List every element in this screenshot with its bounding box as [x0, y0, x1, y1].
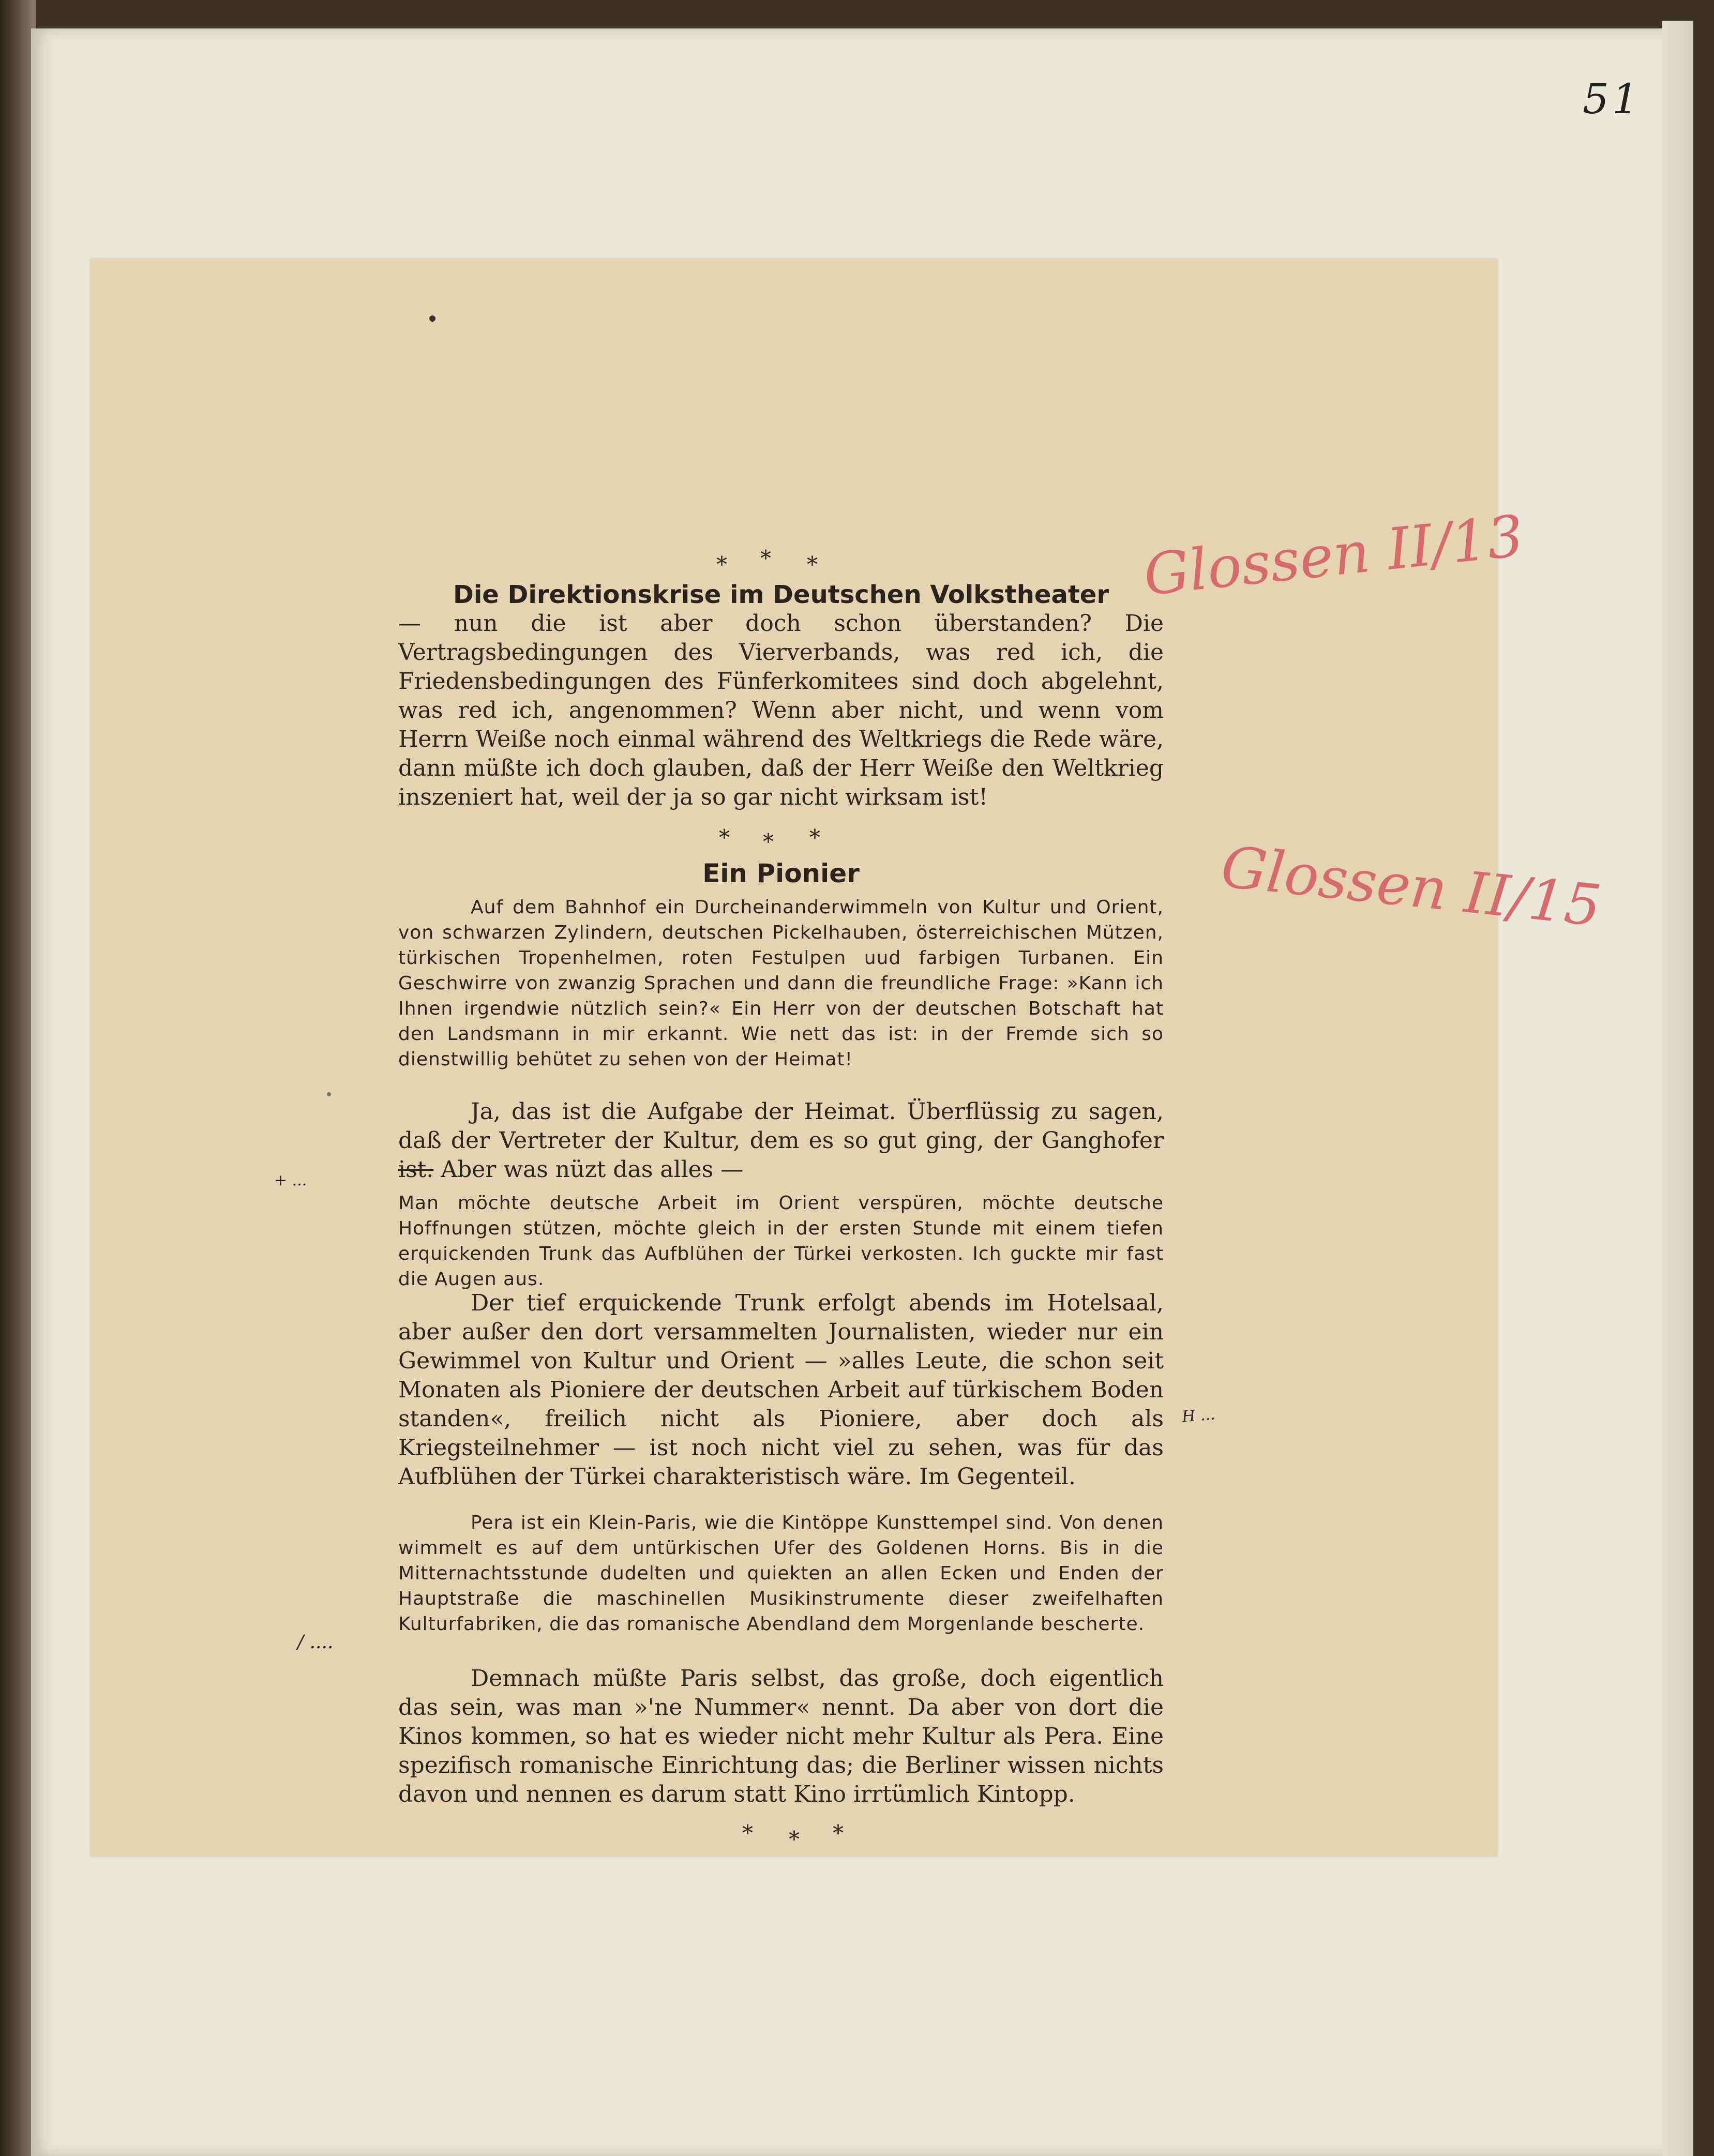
star: *	[719, 825, 730, 850]
separator-stars	[672, 1820, 853, 1862]
margin-note: / ....	[297, 1632, 334, 1653]
star: *	[789, 1827, 800, 1852]
star: *	[716, 552, 727, 577]
paragraph-text: Ja, das ist die Aufgabe der Heimat. Überflüssig zu sagen, daß der Vertreter der Kultur, dem es so gut ging, der Ganghofer	[398, 1098, 1164, 1154]
quote-block: Pera ist ein Klein-Paris, wie die Kintöppe Kunsttempel sind. Von denen wimmelt es auf dem untürkischen Ufer des Goldenen Horns. Bis in die Mitternachtsstunde dudelten und quiekten an allen Ecken und Enden der Hauptstraße die maschinellen Musikinstrumente dieser zweifelhaften Kulturfabriken, die das romanische Abendland dem Morgenlande bescherte.	[398, 1512, 1164, 1635]
star: *	[807, 552, 818, 577]
ink-dot	[429, 315, 435, 322]
star: *	[809, 825, 820, 850]
paragraph	[398, 1097, 1164, 1184]
margin-note: + ...	[274, 1171, 307, 1189]
struck-word: ist.	[398, 1156, 434, 1183]
folio-number: 51	[1583, 75, 1642, 123]
paragraph-text: Aber was nüzt das alles —	[433, 1156, 744, 1183]
article-title: Ein Pionier	[702, 858, 860, 888]
red-pencil-annotation: Glossen II/13	[1140, 502, 1527, 609]
star: *	[760, 546, 771, 571]
star: *	[833, 1820, 844, 1846]
paragraph: Der tief erquickende Trunk erfolgt abends im Hotelsaal, aber außer den dort versammelten Journalisten, wieder nur ein Gewimmel von Kultur und Orient — »alles Leute, die schon seit Monaten als Pioniere der deutschen Arbeit auf türkischem Boden standen«, freilich nicht als Pioniere, aber doch als Kriegsteilnehmer — ist noch nicht viel zu sehen, was für das Aufblühen der Türkei charakteristisch wäre. Im Gegenteil.	[398, 1290, 1164, 1490]
star: *	[763, 829, 774, 854]
quote-block: Man möchte deutsche Arbeit im Orient verspüren, möchte deutsche Hoffnungen stützen, möchte gleich in der ersten Stunde mit einem tiefen erquickenden Trunk das Aufblühen der Türkei verkosten. Ich guckte mir fast die Augen aus.	[398, 1193, 1164, 1290]
quote-block: Auf dem Bahnhof ein Durcheinanderwimmeln von Kultur und Orient, von schwarzen Zylindern, deutschen Pickelhauben, österreichischen Mützen, türkischen Tropenhelmen, roten Festulpen uud farbigen Turbanen. Ein Geschwirre von zwanzig Sprachen und dann die freundliche Frage: »Kann ich Ihnen irgendwie nützlich sein?« Ein Herr von der deutschen Botschaft hat den Landsmann in mir erkannt. Wie nett das ist: in der Fremde sich so dienstwillig behütet zu sehen von der Heimat!	[398, 897, 1164, 1070]
article-body: — nun die ist aber doch schon überstanden? Die Vertragsbedingungen des Vierverbands, was red ich, die Friedensbedingungen des Fünferkomitees sind doch abgelehnt, was red ich, angenommen? Wenn aber nicht, und wenn vom Herrn Weiße noch einmal während des Weltkriegs die Rede wäre, dann müßte ich doch glauben, daß der Herr Weiße den Weltkrieg inszeniert hat, weil der ja so gar nicht wirksam ist!	[398, 610, 1164, 810]
article-title: Die Direktionskrise im Deutschen Volkstheater	[453, 580, 1109, 609]
page-edge	[1662, 21, 1693, 2156]
margin-note: H ...	[1181, 1405, 1216, 1426]
red-pencil-annotation: Glossen II/15	[1218, 833, 1604, 940]
star: *	[742, 1820, 753, 1846]
ink-dot	[327, 1092, 331, 1096]
paragraph: Demnach müßte Paris selbst, das große, doch eigentlich das sein, was man »'ne Nummer« nennt. Da aber von dort die Kinos kommen, so hat es wieder nicht mehr Kultur als Pera. Eine spezifisch romanische Einrichtung das; die Berliner wissen nichts davon und nennen es darum statt Kino irrtümlich Kintopp.	[398, 1665, 1164, 1807]
